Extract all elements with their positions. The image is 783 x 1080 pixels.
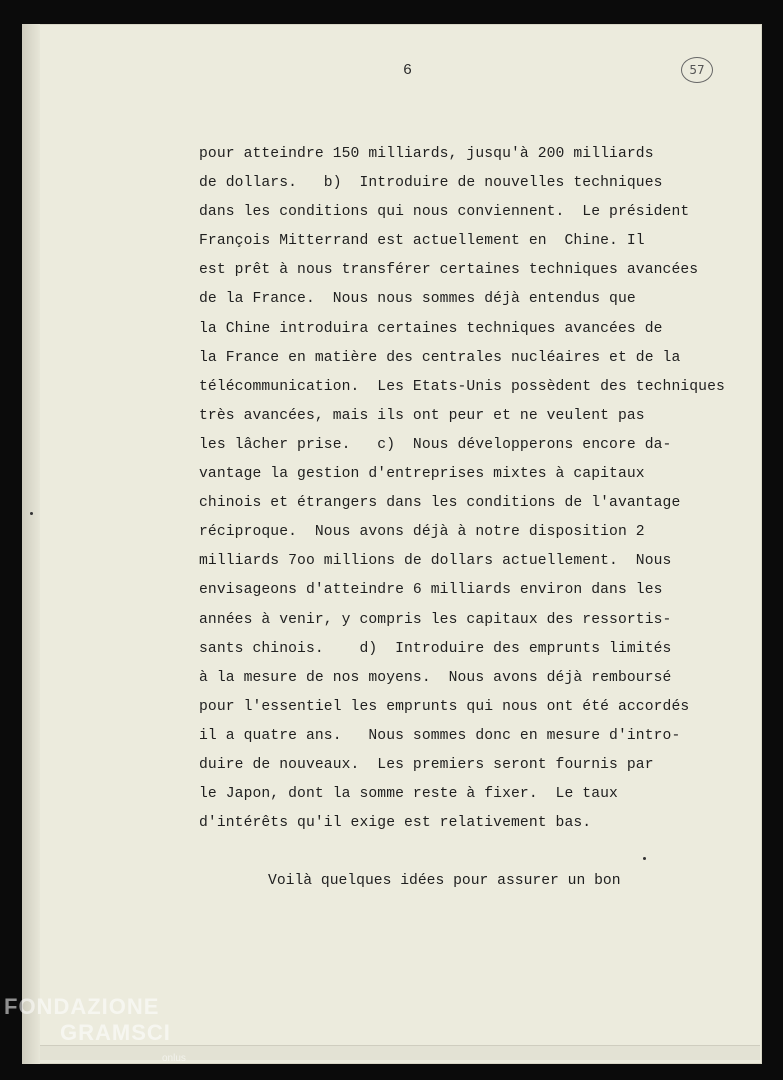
text-line: le Japon, dont la somme reste à fixer. Le taux <box>199 786 618 803</box>
text-line: sants chinois. d) Introduire des emprunts limités <box>199 640 672 657</box>
text-line: chinois et étrangers dans les conditions de l'avantage <box>199 495 681 512</box>
closing-paragraph-line: Voilà quelques idées pour assurer un bon <box>268 873 621 889</box>
text-line: est prêt à nous transférer certaines techniques avancées <box>199 262 699 279</box>
page-bottom-edge <box>40 1045 760 1060</box>
typewritten-body <box>199 140 725 838</box>
text-line: il a quatre ans. Nous sommes donc en mesure d'intro- <box>199 727 681 744</box>
page-number: 6 <box>403 62 413 79</box>
ink-speck <box>643 857 646 860</box>
text-line: années à venir, y compris les capitaux des ressortis- <box>199 611 672 628</box>
text-line: envisageons d'atteindre 6 milliards environ dans les <box>199 582 663 599</box>
text-line: François Mitterrand est actuellement en Chine. Il <box>199 233 645 250</box>
watermark-line-1: FONDAZIONE <box>4 994 160 1019</box>
text-line: d'intérêts qu'il exige est relativement bas. <box>199 815 592 832</box>
text-line: à la mesure de nos moyens. Nous avons déjà remboursé <box>199 669 672 686</box>
text-line: pour l'essentiel les emprunts qui nous ont été accordés <box>199 698 690 715</box>
text-line: de la France. Nous nous sommes déjà entendus que <box>199 291 636 308</box>
text-line: milliards 7oo millions de dollars actuellement. Nous <box>199 553 672 570</box>
watermark-suffix: onlus <box>162 1053 186 1064</box>
text-line: les lâcher prise. c) Nous développerons encore da- <box>199 436 672 453</box>
text-line: réciproque. Nous avons déjà à notre disposition 2 <box>199 524 645 541</box>
archive-watermark <box>4 994 186 1064</box>
text-line: pour atteindre 150 milliards, jusqu'à 200 milliards <box>199 146 654 162</box>
text-line: dans les conditions qui nous conviennent. Le président <box>199 204 690 221</box>
text-line: très avancées, mais ils ont peur et ne veulent pas <box>199 407 645 424</box>
watermark-line-2: GRAMSCI <box>60 1020 171 1045</box>
ink-speck <box>30 512 33 515</box>
text-line: vantage la gestion d'entreprises mixtes à capitaux <box>199 466 645 483</box>
page-left-edge <box>22 24 40 1064</box>
archive-stamp: 57 <box>681 57 713 83</box>
text-line: de dollars. b) Introduire de nouvelles techniques <box>199 175 663 192</box>
text-line: télécommunication. Les Etats-Unis possèdent des techniques <box>199 378 725 395</box>
text-line: duire de nouveaux. Les premiers seront fournis par <box>199 756 654 773</box>
text-line: la France en matière des centrales nucléaires et de la <box>199 349 681 366</box>
text-line: la Chine introduira certaines techniques avancées de <box>199 320 663 337</box>
